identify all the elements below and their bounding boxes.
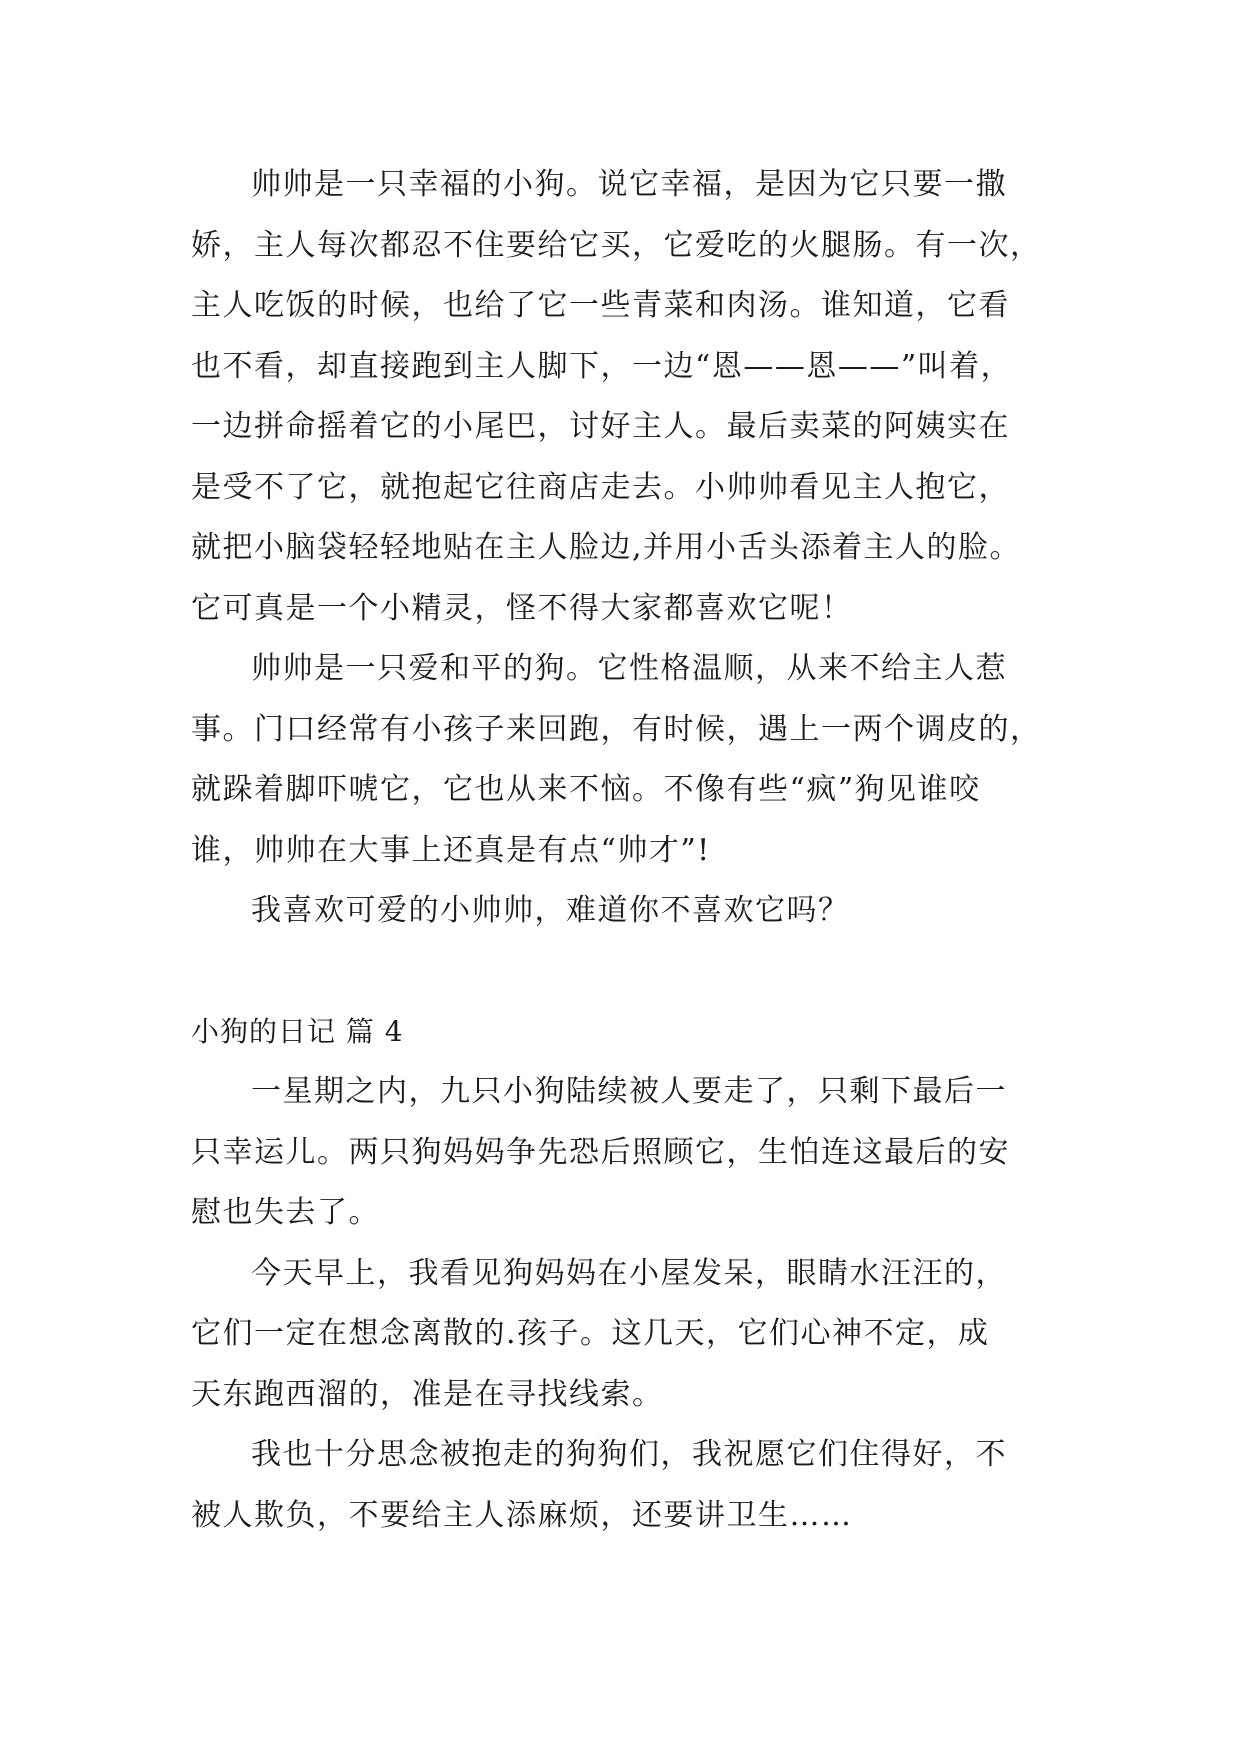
paragraph-mother-dogs xyxy=(191,1244,1053,1426)
text-line: 也不看，却直接跑到主人脚下，一边“恩——恩——”叫着， xyxy=(191,348,1013,384)
text-line: 它可真是一个小精灵，怪不得大家都喜欢它呢！ xyxy=(191,590,853,626)
text-line: 谁，帅帅在大事上还真是有点“帅才”! xyxy=(191,832,711,868)
text-line: 就跺着脚吓唬它，它也从来不恼。不像有些“疯”狗见谁咬 xyxy=(191,772,981,807)
text-line: 天东跑西溜的，准是在寻找线索。 xyxy=(191,1376,664,1412)
text-line: 娇，主人每次都忍不住要给它买，它爱吃的火腿肠。有一次， xyxy=(191,227,1042,263)
paragraph-peaceful-dog xyxy=(191,639,1053,881)
document-page xyxy=(191,155,1053,1546)
paragraph-closing xyxy=(191,881,1053,942)
text-line: 帅帅是一只幸福的小狗。说它幸福，是因为它只要一撒 xyxy=(251,167,1007,202)
text-line: 被人欺负，不要给主人添麻烦，还要讲卫生…… xyxy=(191,1497,853,1533)
text-line: 一星期之内，九只小狗陆续被人要走了，只剩下最后一 xyxy=(251,1074,1007,1109)
text-line: 我喜欢可爱的小帅帅，难道你不喜欢它吗？ xyxy=(251,893,850,928)
section-spacer xyxy=(191,942,1053,1002)
text-line: 今天早上，我看见狗妈妈在小屋发呆，眼睛水汪汪的， xyxy=(251,1255,1007,1291)
text-line: 慰也失去了。 xyxy=(191,1195,380,1230)
section-title: 小狗的日记 篇 4 xyxy=(191,1014,404,1048)
text-line: 是受不了它，就抱起它往商店走去。小帅帅看见主人抱它， xyxy=(191,469,1010,505)
text-line: 它们一定在想念离散的.孩子。这几天，它们心神不定，成 xyxy=(191,1316,990,1351)
text-line: 只幸运儿。两只狗妈妈争先恐后照顾它，生怕连这最后的安 xyxy=(191,1134,1010,1170)
paragraph-happy-dog xyxy=(191,155,1053,639)
text-line: 事。门口经常有小孩子来回跑，有时候，遇上一两个调皮的， xyxy=(191,711,1042,747)
text-line: 我也十分思念被抱走的狗狗们，我祝愿它们住得好，不 xyxy=(251,1437,1007,1472)
paragraph-puppies-taken xyxy=(191,1062,1053,1244)
text-line: 一边拼命摇着它的小尾巴，讨好主人。最后卖菜的阿姨实在 xyxy=(191,409,1010,444)
text-line: 帅帅是一只爱和平的狗。它性格温顺，从来不给主人惹 xyxy=(251,651,1007,686)
text-line: 主人吃饭的时候，也给了它一些青菜和肉汤。谁知道，它看 xyxy=(191,288,1010,323)
paragraph-wishes xyxy=(191,1425,1053,1546)
text-line: 就把小脑袋轻轻地贴在主人脸边,并用小舌头添着主人的脸。 xyxy=(191,530,1022,565)
